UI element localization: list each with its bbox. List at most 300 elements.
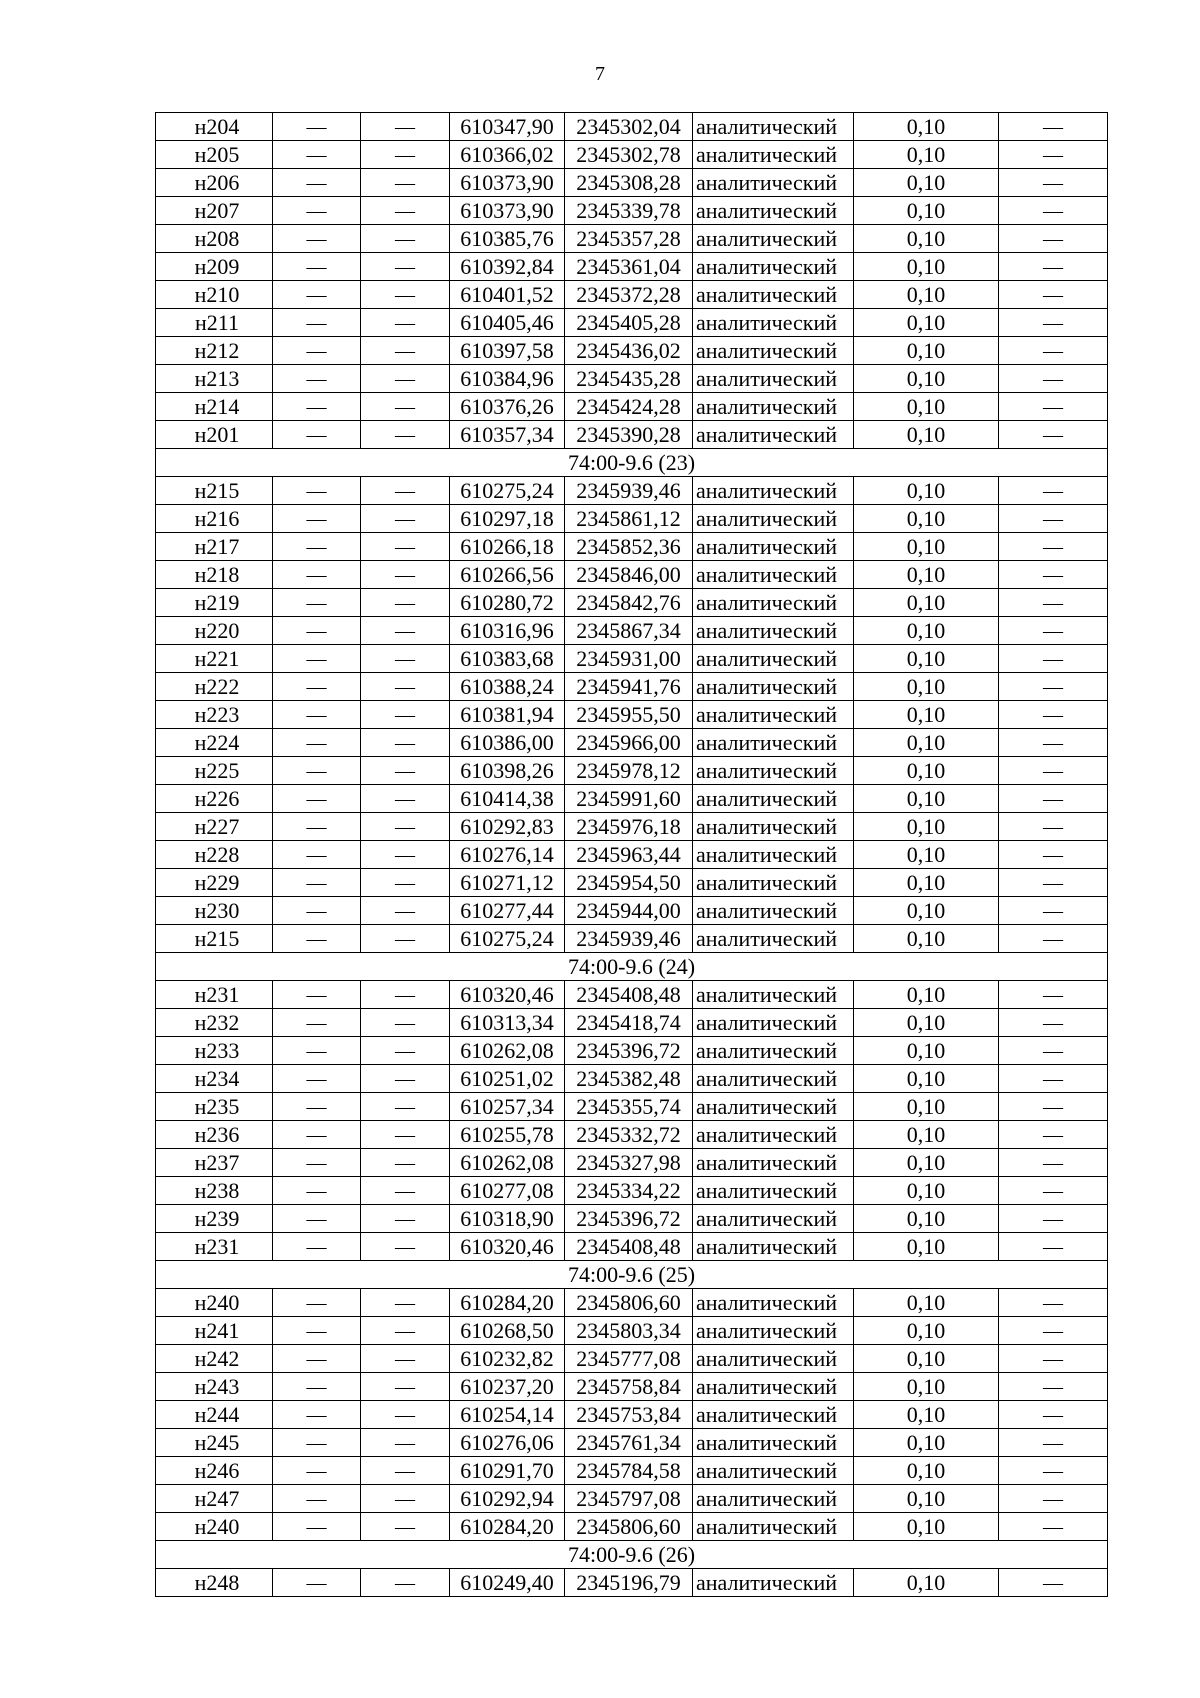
x-coordinate-cell: 610271,12 [450, 869, 565, 897]
empty-dash-cell: — [273, 897, 361, 925]
method-cell: аналитический [693, 421, 854, 449]
x-coordinate-cell: 610320,46 [450, 981, 565, 1009]
x-coordinate-cell: 610277,44 [450, 897, 565, 925]
table-row [156, 533, 1108, 561]
point-number-cell: н213 [156, 365, 273, 393]
empty-dash-cell: — [361, 925, 450, 953]
x-coordinate-cell: 610373,90 [450, 197, 565, 225]
method-cell: аналитический [693, 253, 854, 281]
empty-dash-cell: — [999, 141, 1108, 169]
method-cell: аналитический [693, 281, 854, 309]
table-row [156, 1401, 1108, 1429]
empty-dash-cell: — [273, 1513, 361, 1541]
x-coordinate-cell: 610366,02 [450, 141, 565, 169]
method-cell: аналитический [693, 1345, 854, 1373]
accuracy-cell: 0,10 [854, 925, 999, 953]
section-title: 74:00-9.6 (26) [156, 1541, 1108, 1569]
accuracy-cell: 0,10 [854, 1513, 999, 1541]
accuracy-cell: 0,10 [854, 1037, 999, 1065]
accuracy-cell: 0,10 [854, 309, 999, 337]
y-coordinate-cell: 2345436,02 [565, 337, 693, 365]
empty-dash-cell: — [273, 505, 361, 533]
method-cell: аналитический [693, 1429, 854, 1457]
accuracy-cell: 0,10 [854, 393, 999, 421]
empty-dash-cell: — [999, 1009, 1108, 1037]
empty-dash-cell: — [999, 421, 1108, 449]
y-coordinate-cell: 2345396,72 [565, 1037, 693, 1065]
x-coordinate-cell: 610292,94 [450, 1485, 565, 1513]
y-coordinate-cell: 2345978,12 [565, 757, 693, 785]
empty-dash-cell: — [361, 1317, 450, 1345]
x-coordinate-cell: 610284,20 [450, 1289, 565, 1317]
table-row [156, 225, 1108, 253]
table-row [156, 1513, 1108, 1541]
empty-dash-cell: — [273, 365, 361, 393]
point-number-cell: н207 [156, 197, 273, 225]
x-coordinate-cell: 610262,08 [450, 1149, 565, 1177]
empty-dash-cell: — [273, 169, 361, 197]
accuracy-cell: 0,10 [854, 981, 999, 1009]
accuracy-cell: 0,10 [854, 1205, 999, 1233]
empty-dash-cell: — [999, 281, 1108, 309]
empty-dash-cell: — [999, 561, 1108, 589]
accuracy-cell: 0,10 [854, 113, 999, 141]
accuracy-cell: 0,10 [854, 1345, 999, 1373]
y-coordinate-cell: 2345332,72 [565, 1121, 693, 1149]
empty-dash-cell: — [273, 1065, 361, 1093]
empty-dash-cell: — [273, 757, 361, 785]
y-coordinate-cell: 2345357,28 [565, 225, 693, 253]
empty-dash-cell: — [273, 1569, 361, 1597]
empty-dash-cell: — [361, 1177, 450, 1205]
x-coordinate-cell: 610401,52 [450, 281, 565, 309]
table-row [156, 141, 1108, 169]
empty-dash-cell: — [361, 841, 450, 869]
y-coordinate-cell: 2345382,48 [565, 1065, 693, 1093]
empty-dash-cell: — [999, 1429, 1108, 1457]
empty-dash-cell: — [273, 253, 361, 281]
y-coordinate-cell: 2345753,84 [565, 1401, 693, 1429]
point-number-cell: н242 [156, 1345, 273, 1373]
empty-dash-cell: — [999, 1233, 1108, 1261]
table-row [156, 309, 1108, 337]
empty-dash-cell: — [361, 253, 450, 281]
accuracy-cell: 0,10 [854, 141, 999, 169]
empty-dash-cell: — [361, 169, 450, 197]
empty-dash-cell: — [273, 309, 361, 337]
y-coordinate-cell: 2345944,00 [565, 897, 693, 925]
method-cell: аналитический [693, 589, 854, 617]
empty-dash-cell: — [999, 701, 1108, 729]
x-coordinate-cell: 610275,24 [450, 477, 565, 505]
empty-dash-cell: — [273, 729, 361, 757]
x-coordinate-cell: 610276,14 [450, 841, 565, 869]
empty-dash-cell: — [273, 477, 361, 505]
accuracy-cell: 0,10 [854, 1289, 999, 1317]
empty-dash-cell: — [273, 1289, 361, 1317]
y-coordinate-cell: 2345939,46 [565, 925, 693, 953]
point-number-cell: н236 [156, 1121, 273, 1149]
y-coordinate-cell: 2345777,08 [565, 1345, 693, 1373]
y-coordinate-cell: 2345418,74 [565, 1009, 693, 1037]
y-coordinate-cell: 2345390,28 [565, 421, 693, 449]
empty-dash-cell: — [361, 1289, 450, 1317]
point-number-cell: н244 [156, 1401, 273, 1429]
empty-dash-cell: — [273, 1429, 361, 1457]
table-row [156, 869, 1108, 897]
empty-dash-cell: — [361, 113, 450, 141]
table-row [156, 897, 1108, 925]
point-number-cell: н243 [156, 1373, 273, 1401]
table-row [156, 1345, 1108, 1373]
empty-dash-cell: — [999, 1121, 1108, 1149]
accuracy-cell: 0,10 [854, 1401, 999, 1429]
empty-dash-cell: — [361, 869, 450, 897]
empty-dash-cell: — [361, 1345, 450, 1373]
empty-dash-cell: — [273, 561, 361, 589]
empty-dash-cell: — [361, 1205, 450, 1233]
empty-dash-cell: — [999, 1457, 1108, 1485]
accuracy-cell: 0,10 [854, 785, 999, 813]
empty-dash-cell: — [999, 1093, 1108, 1121]
point-number-cell: н228 [156, 841, 273, 869]
method-cell: аналитический [693, 645, 854, 673]
accuracy-cell: 0,10 [854, 533, 999, 561]
method-cell: аналитический [693, 841, 854, 869]
method-cell: аналитический [693, 1205, 854, 1233]
method-cell: аналитический [693, 169, 854, 197]
empty-dash-cell: — [361, 281, 450, 309]
method-cell: аналитический [693, 869, 854, 897]
point-number-cell: н218 [156, 561, 273, 589]
empty-dash-cell: — [273, 813, 361, 841]
method-cell: аналитический [693, 1009, 854, 1037]
x-coordinate-cell: 610384,96 [450, 365, 565, 393]
table-row [156, 1205, 1108, 1233]
accuracy-cell: 0,10 [854, 729, 999, 757]
table-row [156, 421, 1108, 449]
empty-dash-cell: — [999, 337, 1108, 365]
empty-dash-cell: — [999, 1513, 1108, 1541]
method-cell: аналитический [693, 1485, 854, 1513]
table-row [156, 253, 1108, 281]
method-cell: аналитический [693, 1233, 854, 1261]
table-row [156, 1569, 1108, 1597]
empty-dash-cell: — [273, 673, 361, 701]
table-row [156, 1065, 1108, 1093]
method-cell: аналитический [693, 925, 854, 953]
accuracy-cell: 0,10 [854, 1009, 999, 1037]
y-coordinate-cell: 2345784,58 [565, 1457, 693, 1485]
table-row [156, 925, 1108, 953]
method-cell: аналитический [693, 113, 854, 141]
table-row [156, 477, 1108, 505]
point-number-cell: н206 [156, 169, 273, 197]
section-title: 74:00-9.6 (25) [156, 1261, 1108, 1289]
x-coordinate-cell: 610320,46 [450, 1233, 565, 1261]
empty-dash-cell: — [361, 421, 450, 449]
empty-dash-cell: — [273, 1401, 361, 1429]
empty-dash-cell: — [273, 1317, 361, 1345]
y-coordinate-cell: 2345991,60 [565, 785, 693, 813]
empty-dash-cell: — [999, 645, 1108, 673]
x-coordinate-cell: 610386,00 [450, 729, 565, 757]
point-number-cell: н247 [156, 1485, 273, 1513]
coordinates-table [155, 112, 1108, 1597]
y-coordinate-cell: 2345803,34 [565, 1317, 693, 1345]
method-cell: аналитический [693, 673, 854, 701]
accuracy-cell: 0,10 [854, 673, 999, 701]
empty-dash-cell: — [999, 1317, 1108, 1345]
empty-dash-cell: — [273, 197, 361, 225]
y-coordinate-cell: 2345966,00 [565, 729, 693, 757]
empty-dash-cell: — [999, 393, 1108, 421]
point-number-cell: н246 [156, 1457, 273, 1485]
empty-dash-cell: — [999, 533, 1108, 561]
y-coordinate-cell: 2345408,48 [565, 981, 693, 1009]
table-row [156, 617, 1108, 645]
empty-dash-cell: — [273, 337, 361, 365]
empty-dash-cell: — [273, 785, 361, 813]
method-cell: аналитический [693, 729, 854, 757]
section-title: 74:00-9.6 (23) [156, 449, 1108, 477]
point-number-cell: н219 [156, 589, 273, 617]
method-cell: аналитический [693, 141, 854, 169]
empty-dash-cell: — [273, 1373, 361, 1401]
accuracy-cell: 0,10 [854, 421, 999, 449]
empty-dash-cell: — [361, 757, 450, 785]
y-coordinate-cell: 2345867,34 [565, 617, 693, 645]
accuracy-cell: 0,10 [854, 1429, 999, 1457]
x-coordinate-cell: 610277,08 [450, 1177, 565, 1205]
empty-dash-cell: — [361, 1457, 450, 1485]
accuracy-cell: 0,10 [854, 645, 999, 673]
method-cell: аналитический [693, 561, 854, 589]
empty-dash-cell: — [361, 337, 450, 365]
accuracy-cell: 0,10 [854, 1065, 999, 1093]
table-row [156, 1149, 1108, 1177]
accuracy-cell: 0,10 [854, 1457, 999, 1485]
method-cell: аналитический [693, 785, 854, 813]
empty-dash-cell: — [999, 841, 1108, 869]
accuracy-cell: 0,10 [854, 169, 999, 197]
y-coordinate-cell: 2345806,60 [565, 1289, 693, 1317]
table-row [156, 1093, 1108, 1121]
point-number-cell: н232 [156, 1009, 273, 1037]
empty-dash-cell: — [273, 981, 361, 1009]
empty-dash-cell: — [273, 1233, 361, 1261]
method-cell: аналитический [693, 1569, 854, 1597]
empty-dash-cell: — [999, 1205, 1108, 1233]
point-number-cell: н241 [156, 1317, 273, 1345]
empty-dash-cell: — [361, 393, 450, 421]
table-row [156, 701, 1108, 729]
empty-dash-cell: — [273, 1177, 361, 1205]
accuracy-cell: 0,10 [854, 197, 999, 225]
method-cell: аналитический [693, 477, 854, 505]
accuracy-cell: 0,10 [854, 225, 999, 253]
table-row [156, 785, 1108, 813]
empty-dash-cell: — [999, 225, 1108, 253]
accuracy-cell: 0,10 [854, 1317, 999, 1345]
table-row [156, 1121, 1108, 1149]
empty-dash-cell: — [999, 813, 1108, 841]
table-row [156, 981, 1108, 1009]
empty-dash-cell: — [361, 981, 450, 1009]
x-coordinate-cell: 610316,96 [450, 617, 565, 645]
y-coordinate-cell: 2345852,36 [565, 533, 693, 561]
method-cell: аналитический [693, 897, 854, 925]
accuracy-cell: 0,10 [854, 1177, 999, 1205]
table-row [156, 197, 1108, 225]
empty-dash-cell: — [361, 617, 450, 645]
y-coordinate-cell: 2345842,76 [565, 589, 693, 617]
table-row [156, 1037, 1108, 1065]
empty-dash-cell: — [999, 673, 1108, 701]
empty-dash-cell: — [999, 309, 1108, 337]
accuracy-cell: 0,10 [854, 617, 999, 645]
table-row [156, 1289, 1108, 1317]
y-coordinate-cell: 2345963,44 [565, 841, 693, 869]
accuracy-cell: 0,10 [854, 1093, 999, 1121]
empty-dash-cell: — [999, 253, 1108, 281]
empty-dash-cell: — [999, 757, 1108, 785]
empty-dash-cell: — [361, 561, 450, 589]
accuracy-cell: 0,10 [854, 1149, 999, 1177]
y-coordinate-cell: 2345334,22 [565, 1177, 693, 1205]
empty-dash-cell: — [273, 225, 361, 253]
accuracy-cell: 0,10 [854, 757, 999, 785]
empty-dash-cell: — [361, 1401, 450, 1429]
empty-dash-cell: — [999, 169, 1108, 197]
y-coordinate-cell: 2345408,48 [565, 1233, 693, 1261]
point-number-cell: н231 [156, 981, 273, 1009]
x-coordinate-cell: 610318,90 [450, 1205, 565, 1233]
empty-dash-cell: — [361, 729, 450, 757]
point-number-cell: н211 [156, 309, 273, 337]
accuracy-cell: 0,10 [854, 1233, 999, 1261]
x-coordinate-cell: 610237,20 [450, 1373, 565, 1401]
accuracy-cell: 0,10 [854, 253, 999, 281]
empty-dash-cell: — [999, 1373, 1108, 1401]
table-row [156, 645, 1108, 673]
accuracy-cell: 0,10 [854, 281, 999, 309]
accuracy-cell: 0,10 [854, 897, 999, 925]
point-number-cell: н225 [156, 757, 273, 785]
empty-dash-cell: — [361, 1233, 450, 1261]
accuracy-cell: 0,10 [854, 1121, 999, 1149]
point-number-cell: н210 [156, 281, 273, 309]
point-number-cell: н229 [156, 869, 273, 897]
empty-dash-cell: — [999, 589, 1108, 617]
table-row [156, 505, 1108, 533]
x-coordinate-cell: 610397,58 [450, 337, 565, 365]
x-coordinate-cell: 610280,72 [450, 589, 565, 617]
y-coordinate-cell: 2345339,78 [565, 197, 693, 225]
empty-dash-cell: — [361, 1485, 450, 1513]
y-coordinate-cell: 2345797,08 [565, 1485, 693, 1513]
point-number-cell: н221 [156, 645, 273, 673]
empty-dash-cell: — [361, 701, 450, 729]
table-row [156, 281, 1108, 309]
x-coordinate-cell: 610262,08 [450, 1037, 565, 1065]
empty-dash-cell: — [273, 925, 361, 953]
point-number-cell: н215 [156, 477, 273, 505]
method-cell: аналитический [693, 701, 854, 729]
table-row [156, 561, 1108, 589]
y-coordinate-cell: 2345372,28 [565, 281, 693, 309]
method-cell: аналитический [693, 1037, 854, 1065]
point-number-cell: н239 [156, 1205, 273, 1233]
empty-dash-cell: — [999, 365, 1108, 393]
method-cell: аналитический [693, 1401, 854, 1429]
method-cell: аналитический [693, 1317, 854, 1345]
y-coordinate-cell: 2345424,28 [565, 393, 693, 421]
empty-dash-cell: — [999, 897, 1108, 925]
x-coordinate-cell: 610249,40 [450, 1569, 565, 1597]
x-coordinate-cell: 610266,56 [450, 561, 565, 589]
empty-dash-cell: — [273, 1457, 361, 1485]
empty-dash-cell: — [273, 645, 361, 673]
table-row [156, 729, 1108, 757]
y-coordinate-cell: 2345302,04 [565, 113, 693, 141]
empty-dash-cell: — [273, 1205, 361, 1233]
empty-dash-cell: — [361, 1037, 450, 1065]
x-coordinate-cell: 610398,26 [450, 757, 565, 785]
empty-dash-cell: — [273, 533, 361, 561]
method-cell: аналитический [693, 337, 854, 365]
table-row [156, 365, 1108, 393]
empty-dash-cell: — [361, 505, 450, 533]
section-title: 74:00-9.6 (24) [156, 953, 1108, 981]
y-coordinate-cell: 2345955,50 [565, 701, 693, 729]
empty-dash-cell: — [999, 1289, 1108, 1317]
y-coordinate-cell: 2345355,74 [565, 1093, 693, 1121]
x-coordinate-cell: 610255,78 [450, 1121, 565, 1149]
x-coordinate-cell: 610392,84 [450, 253, 565, 281]
empty-dash-cell: — [361, 1149, 450, 1177]
empty-dash-cell: — [273, 141, 361, 169]
empty-dash-cell: — [999, 869, 1108, 897]
empty-dash-cell: — [273, 1485, 361, 1513]
table-row [156, 1317, 1108, 1345]
table-row [156, 393, 1108, 421]
empty-dash-cell: — [273, 1037, 361, 1065]
method-cell: аналитический [693, 197, 854, 225]
empty-dash-cell: — [361, 813, 450, 841]
x-coordinate-cell: 610405,46 [450, 309, 565, 337]
y-coordinate-cell: 2345302,78 [565, 141, 693, 169]
x-coordinate-cell: 610381,94 [450, 701, 565, 729]
accuracy-cell: 0,10 [854, 1373, 999, 1401]
accuracy-cell: 0,10 [854, 477, 999, 505]
y-coordinate-cell: 2345941,76 [565, 673, 693, 701]
x-coordinate-cell: 610376,26 [450, 393, 565, 421]
empty-dash-cell: — [999, 1485, 1108, 1513]
y-coordinate-cell: 2345806,60 [565, 1513, 693, 1541]
method-cell: аналитический [693, 1177, 854, 1205]
table-row [156, 1457, 1108, 1485]
point-number-cell: н230 [156, 897, 273, 925]
empty-dash-cell: — [273, 869, 361, 897]
empty-dash-cell: — [361, 1121, 450, 1149]
x-coordinate-cell: 610266,18 [450, 533, 565, 561]
empty-dash-cell: — [273, 701, 361, 729]
empty-dash-cell: — [361, 1009, 450, 1037]
table-row [156, 673, 1108, 701]
y-coordinate-cell: 2345976,18 [565, 813, 693, 841]
y-coordinate-cell: 2345196,79 [565, 1569, 693, 1597]
